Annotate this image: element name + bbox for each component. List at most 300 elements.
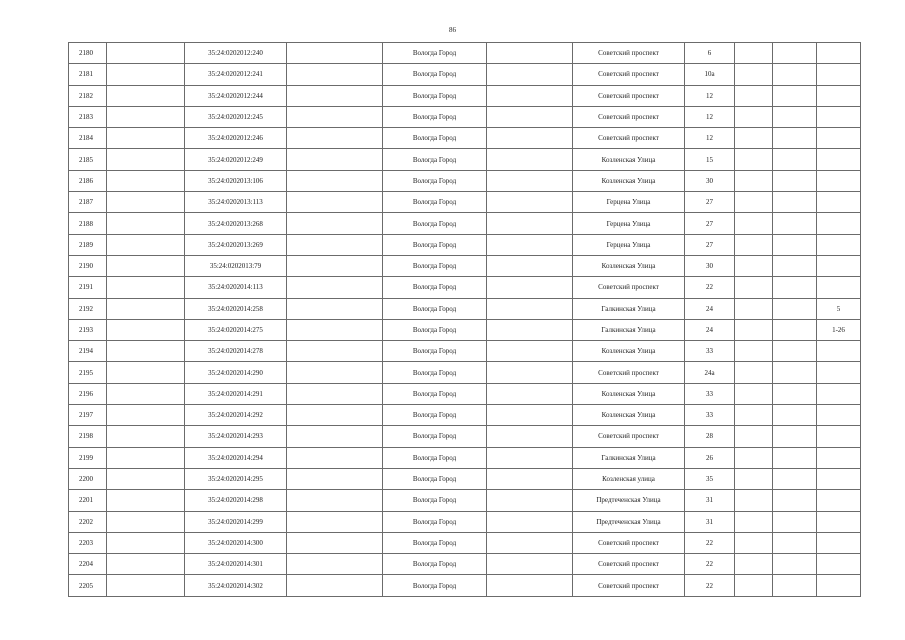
registry-body	[69, 43, 861, 597]
cell-row-number: 2191	[69, 277, 107, 298]
cell-blank-4	[735, 234, 773, 255]
cell-apartment	[817, 106, 861, 127]
cell-blank-3	[487, 319, 573, 340]
cell-apartment	[817, 277, 861, 298]
cell-blank-5	[773, 149, 817, 170]
cell-blank-3	[487, 447, 573, 468]
cell-apartment	[817, 405, 861, 426]
cell-locality: Вологда Город	[383, 234, 487, 255]
cell-blank-3	[487, 255, 573, 276]
cell-house-number: 27	[685, 192, 735, 213]
cell-blank-3	[487, 554, 573, 575]
cell-row-number: 2190	[69, 255, 107, 276]
cell-locality: Вологда Город	[383, 319, 487, 340]
table-row	[69, 106, 861, 127]
cell-house-number: 10а	[685, 64, 735, 85]
cell-blank-4	[735, 319, 773, 340]
cell-street: Советский проспект	[573, 85, 685, 106]
table-row	[69, 64, 861, 85]
cell-blank-3	[487, 192, 573, 213]
cell-blank-5	[773, 319, 817, 340]
cell-house-number: 12	[685, 128, 735, 149]
cell-cadastral-number: 35:24:0202014:298	[185, 490, 287, 511]
cell-street: Козленская Улица	[573, 341, 685, 362]
cell-blank-1	[107, 85, 185, 106]
cell-apartment	[817, 362, 861, 383]
cell-locality: Вологда Город	[383, 554, 487, 575]
cell-cadastral-number: 35:24:0202012:249	[185, 149, 287, 170]
cell-blank-5	[773, 468, 817, 489]
cell-row-number: 2203	[69, 532, 107, 553]
cell-row-number: 2194	[69, 341, 107, 362]
cell-blank-3	[487, 64, 573, 85]
cell-blank-1	[107, 298, 185, 319]
cell-street: Галкинская Улица	[573, 298, 685, 319]
cell-blank-4	[735, 298, 773, 319]
table-row	[69, 128, 861, 149]
table-row	[69, 554, 861, 575]
cell-blank-1	[107, 64, 185, 85]
cell-blank-1	[107, 554, 185, 575]
cell-blank-1	[107, 106, 185, 127]
cell-cadastral-number: 35:24:0202014:275	[185, 319, 287, 340]
cell-cadastral-number: 35:24:0202014:295	[185, 468, 287, 489]
cell-cadastral-number: 35:24:0202014:294	[185, 447, 287, 468]
cell-apartment	[817, 234, 861, 255]
cell-blank-1	[107, 383, 185, 404]
table-row	[69, 383, 861, 404]
cell-row-number: 2197	[69, 405, 107, 426]
cell-blank-3	[487, 106, 573, 127]
cell-apartment	[817, 255, 861, 276]
cell-row-number: 2205	[69, 575, 107, 596]
cell-house-number: 6	[685, 43, 735, 64]
table-row	[69, 234, 861, 255]
cell-apartment	[817, 426, 861, 447]
cell-blank-2	[287, 298, 383, 319]
cell-cadastral-number: 35:24:0202013:79	[185, 255, 287, 276]
cell-blank-1	[107, 128, 185, 149]
table-row	[69, 468, 861, 489]
cell-blank-3	[487, 43, 573, 64]
cell-blank-3	[487, 234, 573, 255]
table-row	[69, 405, 861, 426]
cell-blank-5	[773, 426, 817, 447]
cell-row-number: 2182	[69, 85, 107, 106]
cell-blank-1	[107, 213, 185, 234]
cell-cadastral-number: 35:24:0202013:269	[185, 234, 287, 255]
cell-street: Советский проспект	[573, 277, 685, 298]
cell-blank-1	[107, 255, 185, 276]
cell-blank-3	[487, 532, 573, 553]
cell-locality: Вологда Город	[383, 64, 487, 85]
cell-house-number: 22	[685, 277, 735, 298]
cell-house-number: 24	[685, 319, 735, 340]
cell-row-number: 2188	[69, 213, 107, 234]
cell-street: Герцена Улица	[573, 213, 685, 234]
cell-cadastral-number: 35:24:0202013:113	[185, 192, 287, 213]
cell-street: Галкинская Улица	[573, 447, 685, 468]
cell-blank-3	[487, 298, 573, 319]
cell-row-number: 2183	[69, 106, 107, 127]
table-row	[69, 277, 861, 298]
cell-blank-4	[735, 490, 773, 511]
cell-house-number: 22	[685, 532, 735, 553]
cell-house-number: 15	[685, 149, 735, 170]
cell-row-number: 2200	[69, 468, 107, 489]
cell-cadastral-number: 35:24:0202014:293	[185, 426, 287, 447]
cell-blank-5	[773, 383, 817, 404]
cell-blank-3	[487, 341, 573, 362]
cell-blank-5	[773, 405, 817, 426]
table-row	[69, 255, 861, 276]
page-number: 86	[449, 26, 456, 34]
cell-blank-2	[287, 149, 383, 170]
cell-house-number: 24а	[685, 362, 735, 383]
cell-row-number: 2202	[69, 511, 107, 532]
cell-blank-4	[735, 213, 773, 234]
cell-blank-2	[287, 213, 383, 234]
cell-locality: Вологда Город	[383, 170, 487, 191]
cell-blank-4	[735, 85, 773, 106]
cell-house-number: 27	[685, 213, 735, 234]
cell-blank-2	[287, 490, 383, 511]
cell-blank-2	[287, 341, 383, 362]
cell-locality: Вологда Город	[383, 362, 487, 383]
cell-row-number: 2189	[69, 234, 107, 255]
cell-blank-2	[287, 426, 383, 447]
cell-row-number: 2184	[69, 128, 107, 149]
table-row	[69, 85, 861, 106]
cell-blank-1	[107, 170, 185, 191]
cell-row-number: 2195	[69, 362, 107, 383]
cell-apartment: 1-26	[817, 319, 861, 340]
cell-house-number: 33	[685, 405, 735, 426]
cell-blank-2	[287, 511, 383, 532]
cell-house-number: 35	[685, 468, 735, 489]
cell-house-number: 22	[685, 575, 735, 596]
cell-house-number: 31	[685, 511, 735, 532]
cell-street: Советский проспект	[573, 128, 685, 149]
cell-apartment	[817, 341, 861, 362]
cell-blank-4	[735, 383, 773, 404]
cell-blank-3	[487, 383, 573, 404]
cell-blank-4	[735, 149, 773, 170]
cell-blank-1	[107, 192, 185, 213]
cell-blank-5	[773, 213, 817, 234]
cell-house-number: 30	[685, 255, 735, 276]
cell-cadastral-number: 35:24:0202012:244	[185, 85, 287, 106]
cell-street: Козленская Улица	[573, 149, 685, 170]
cell-street: Советский проспект	[573, 64, 685, 85]
cell-cadastral-number: 35:24:0202014:278	[185, 341, 287, 362]
cell-blank-4	[735, 128, 773, 149]
cell-blank-1	[107, 362, 185, 383]
table-row	[69, 192, 861, 213]
cell-blank-4	[735, 532, 773, 553]
cell-cadastral-number: 35:24:0202014:290	[185, 362, 287, 383]
table-row	[69, 575, 861, 596]
cell-apartment	[817, 511, 861, 532]
cell-apartment	[817, 468, 861, 489]
cell-blank-5	[773, 106, 817, 127]
cell-cadastral-number: 35:24:0202014:301	[185, 554, 287, 575]
cell-blank-5	[773, 277, 817, 298]
cell-street: Советский проспект	[573, 106, 685, 127]
cell-blank-5	[773, 362, 817, 383]
table-row	[69, 532, 861, 553]
cell-blank-2	[287, 106, 383, 127]
cell-blank-1	[107, 468, 185, 489]
cell-street: Советский проспект	[573, 362, 685, 383]
cell-blank-1	[107, 149, 185, 170]
table-row	[69, 170, 861, 191]
cell-blank-4	[735, 106, 773, 127]
cell-blank-3	[487, 85, 573, 106]
table-row	[69, 362, 861, 383]
cell-apartment	[817, 532, 861, 553]
cell-apartment	[817, 490, 861, 511]
cell-blank-2	[287, 255, 383, 276]
cell-blank-2	[287, 319, 383, 340]
cell-street: Советский проспект	[573, 532, 685, 553]
cell-cadastral-number: 35:24:0202012:246	[185, 128, 287, 149]
cell-blank-5	[773, 64, 817, 85]
cell-cadastral-number: 35:24:0202012:245	[185, 106, 287, 127]
cell-apartment: 5	[817, 298, 861, 319]
cell-blank-1	[107, 532, 185, 553]
cell-apartment	[817, 85, 861, 106]
cell-blank-4	[735, 554, 773, 575]
cell-street: Советский проспект	[573, 426, 685, 447]
cell-blank-4	[735, 170, 773, 191]
cell-apartment	[817, 447, 861, 468]
cell-blank-5	[773, 447, 817, 468]
cell-cadastral-number: 35:24:0202014:302	[185, 575, 287, 596]
cell-blank-1	[107, 575, 185, 596]
cell-blank-4	[735, 575, 773, 596]
cell-blank-1	[107, 319, 185, 340]
cell-blank-2	[287, 468, 383, 489]
registry-table	[68, 42, 861, 597]
cell-blank-4	[735, 362, 773, 383]
cell-blank-1	[107, 277, 185, 298]
cell-street: Галкинская Улица	[573, 319, 685, 340]
cell-street: Советский проспект	[573, 575, 685, 596]
cell-blank-1	[107, 426, 185, 447]
cell-blank-5	[773, 554, 817, 575]
table-row	[69, 426, 861, 447]
cell-house-number: 22	[685, 554, 735, 575]
table-row	[69, 298, 861, 319]
cell-street: Козленская Улица	[573, 255, 685, 276]
cell-street: Козленская Улица	[573, 170, 685, 191]
cell-blank-2	[287, 128, 383, 149]
cell-house-number: 26	[685, 447, 735, 468]
cell-blank-4	[735, 255, 773, 276]
cell-locality: Вологда Город	[383, 511, 487, 532]
cell-blank-3	[487, 468, 573, 489]
cell-blank-3	[487, 149, 573, 170]
cell-locality: Вологда Город	[383, 405, 487, 426]
cell-blank-5	[773, 85, 817, 106]
cell-street: Козленская улица	[573, 468, 685, 489]
cell-blank-3	[487, 405, 573, 426]
cell-blank-2	[287, 362, 383, 383]
cell-blank-5	[773, 575, 817, 596]
cell-apartment	[817, 43, 861, 64]
cell-blank-1	[107, 490, 185, 511]
cell-blank-5	[773, 298, 817, 319]
cell-cadastral-number: 35:24:0202013:106	[185, 170, 287, 191]
cell-locality: Вологда Город	[383, 490, 487, 511]
cell-blank-4	[735, 511, 773, 532]
cell-cadastral-number: 35:24:0202014:299	[185, 511, 287, 532]
cell-blank-2	[287, 575, 383, 596]
cell-street: Советский проспект	[573, 43, 685, 64]
cell-apartment	[817, 554, 861, 575]
table-row	[69, 43, 861, 64]
cell-row-number: 2180	[69, 43, 107, 64]
cell-cadastral-number: 35:24:0202014:300	[185, 532, 287, 553]
cell-blank-4	[735, 277, 773, 298]
cell-blank-4	[735, 468, 773, 489]
cell-house-number: 27	[685, 234, 735, 255]
cell-locality: Вологда Город	[383, 213, 487, 234]
cell-apartment	[817, 149, 861, 170]
cell-apartment	[817, 383, 861, 404]
cell-blank-5	[773, 43, 817, 64]
cell-house-number: 31	[685, 490, 735, 511]
cell-locality: Вологда Город	[383, 128, 487, 149]
cell-blank-4	[735, 341, 773, 362]
cell-blank-5	[773, 341, 817, 362]
table-row	[69, 447, 861, 468]
cell-blank-1	[107, 405, 185, 426]
cell-blank-2	[287, 554, 383, 575]
cell-locality: Вологда Город	[383, 447, 487, 468]
cell-blank-4	[735, 405, 773, 426]
cell-blank-2	[287, 85, 383, 106]
cell-row-number: 2192	[69, 298, 107, 319]
cell-locality: Вологда Город	[383, 43, 487, 64]
cell-blank-3	[487, 426, 573, 447]
cell-blank-2	[287, 405, 383, 426]
cell-apartment	[817, 128, 861, 149]
cell-apartment	[817, 192, 861, 213]
cell-row-number: 2181	[69, 64, 107, 85]
cell-locality: Вологда Город	[383, 575, 487, 596]
cell-blank-3	[487, 362, 573, 383]
table-row	[69, 149, 861, 170]
cell-cadastral-number: 35:24:0202014:113	[185, 277, 287, 298]
cell-blank-2	[287, 170, 383, 191]
cell-locality: Вологда Город	[383, 106, 487, 127]
cell-row-number: 2186	[69, 170, 107, 191]
table-row	[69, 490, 861, 511]
cell-apartment	[817, 170, 861, 191]
cell-house-number: 28	[685, 426, 735, 447]
cell-blank-5	[773, 255, 817, 276]
cell-blank-5	[773, 170, 817, 191]
cell-street: Предтеченская Улица	[573, 490, 685, 511]
cell-blank-2	[287, 234, 383, 255]
cell-locality: Вологда Город	[383, 149, 487, 170]
cell-locality: Вологда Город	[383, 192, 487, 213]
cell-blank-2	[287, 192, 383, 213]
cell-blank-2	[287, 43, 383, 64]
cell-blank-3	[487, 128, 573, 149]
cell-blank-2	[287, 383, 383, 404]
cell-blank-1	[107, 43, 185, 64]
cell-blank-4	[735, 192, 773, 213]
cell-street: Предтеченская Улица	[573, 511, 685, 532]
cell-locality: Вологда Город	[383, 426, 487, 447]
cell-blank-4	[735, 43, 773, 64]
cell-blank-2	[287, 532, 383, 553]
cell-locality: Вологда Город	[383, 341, 487, 362]
cell-cadastral-number: 35:24:0202014:292	[185, 405, 287, 426]
cell-blank-3	[487, 170, 573, 191]
cell-apartment	[817, 575, 861, 596]
cell-row-number: 2193	[69, 319, 107, 340]
cell-street: Герцена Улица	[573, 192, 685, 213]
cell-blank-2	[287, 64, 383, 85]
cell-blank-5	[773, 532, 817, 553]
cell-blank-1	[107, 447, 185, 468]
cell-locality: Вологда Город	[383, 85, 487, 106]
cell-house-number: 30	[685, 170, 735, 191]
cell-locality: Вологда Город	[383, 383, 487, 404]
cell-house-number: 33	[685, 341, 735, 362]
cell-blank-5	[773, 511, 817, 532]
cell-locality: Вологда Город	[383, 255, 487, 276]
cell-blank-4	[735, 426, 773, 447]
cell-cadastral-number: 35:24:0202012:241	[185, 64, 287, 85]
cell-blank-3	[487, 490, 573, 511]
cell-blank-1	[107, 341, 185, 362]
cell-blank-5	[773, 490, 817, 511]
cell-row-number: 2185	[69, 149, 107, 170]
cell-locality: Вологда Город	[383, 298, 487, 319]
cell-row-number: 2187	[69, 192, 107, 213]
table-row	[69, 319, 861, 340]
cell-blank-5	[773, 128, 817, 149]
cell-blank-5	[773, 192, 817, 213]
cell-house-number: 33	[685, 383, 735, 404]
cell-blank-1	[107, 511, 185, 532]
cell-locality: Вологда Город	[383, 277, 487, 298]
table-row	[69, 341, 861, 362]
cell-blank-3	[487, 575, 573, 596]
cell-blank-4	[735, 64, 773, 85]
cell-street: Козленская Улица	[573, 383, 685, 404]
cell-blank-4	[735, 447, 773, 468]
table-row	[69, 213, 861, 234]
cell-cadastral-number: 35:24:0202012:240	[185, 43, 287, 64]
cell-house-number: 24	[685, 298, 735, 319]
cell-row-number: 2199	[69, 447, 107, 468]
cell-blank-2	[287, 277, 383, 298]
cell-street: Герцена Улица	[573, 234, 685, 255]
cell-locality: Вологда Город	[383, 468, 487, 489]
cell-blank-1	[107, 234, 185, 255]
cell-blank-2	[287, 447, 383, 468]
table-row	[69, 511, 861, 532]
cell-house-number: 12	[685, 106, 735, 127]
cell-row-number: 2201	[69, 490, 107, 511]
cell-blank-3	[487, 511, 573, 532]
